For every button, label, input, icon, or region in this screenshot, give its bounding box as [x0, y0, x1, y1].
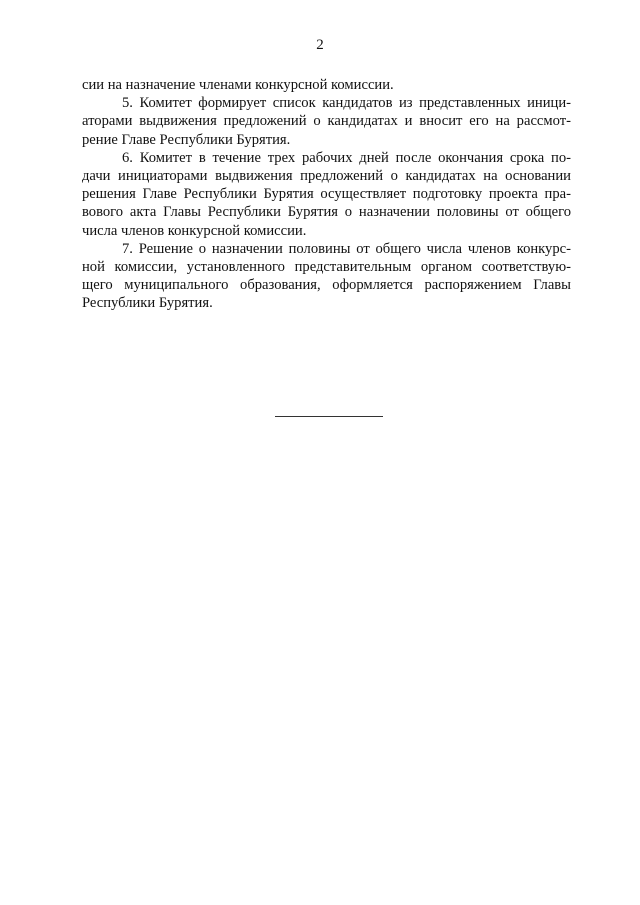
paragraph-6-line-3: решения Главе Республики Бурятия осуществляет подготовку проекта пра- — [82, 186, 571, 203]
paragraph-4-tail-line: сии на назначение членами конкурсной комиссии. — [82, 77, 394, 93]
paragraph-5-line-2: аторами выдвижения предложений о кандидатах и вносит его на рассмот- — [82, 113, 571, 130]
paragraph-7-line-4: Республики Бурятия. — [82, 295, 213, 312]
document-body — [82, 76, 571, 313]
paragraph-5-line-1: 5. Комитет формирует список кандидатов из представленных иници- — [122, 95, 571, 112]
paragraph-7-line-1: 7. Решение о назначении половины от общего числа членов конкурс- — [122, 240, 571, 257]
paragraph-6-line-2: дачи инициаторами выдвижения предложений о кандидатах на основании — [82, 168, 571, 185]
paragraph-6-line-5: числа членов конкурсной комиссии. — [82, 222, 307, 239]
paragraph-7-line-2: ной комиссии, установленного представительным органом соответствую- — [82, 259, 571, 276]
end-of-document-rule — [275, 416, 383, 417]
paragraph-6-line-4: вового акта Главы Республики Бурятия о назначении половины от общего — [82, 204, 571, 221]
page-number: 2 — [316, 37, 324, 53]
paragraph-6-line-1: 6. Комитет в течение трех рабочих дней после окончания срока по- — [122, 149, 571, 166]
paragraph-5-line-3: рение Главе Республики Бурятия. — [82, 131, 291, 148]
paragraph-7-line-3: щего муниципального образования, оформляется распоряжением Главы — [82, 277, 571, 294]
